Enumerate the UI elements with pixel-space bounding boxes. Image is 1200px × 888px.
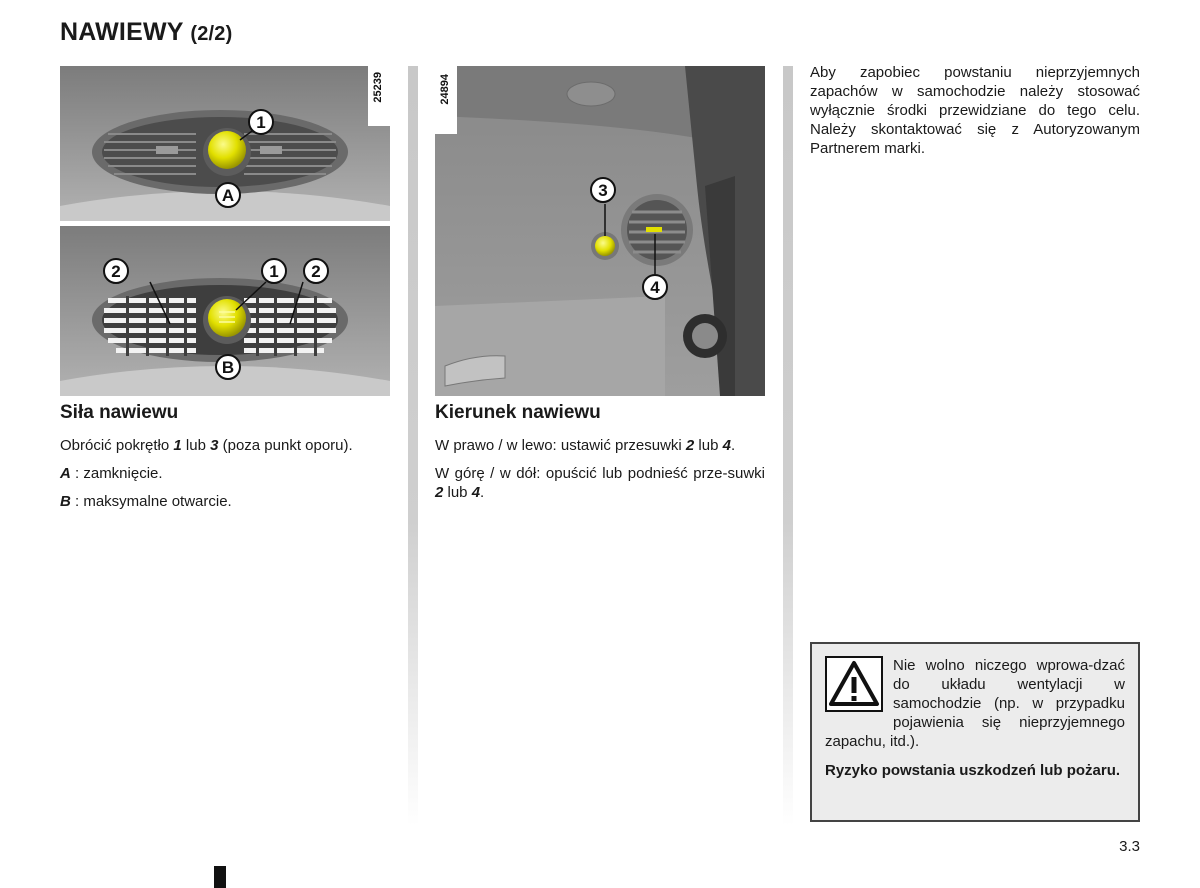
item-b: B : maksymalne otwarcie. xyxy=(60,493,232,510)
figure-code-right: 24894 xyxy=(439,74,451,105)
section-heading-strength: Siła nawiewu xyxy=(60,402,179,423)
callout-b: B xyxy=(221,358,235,377)
item-a: A : zamknięcie. xyxy=(60,465,163,482)
warning-box xyxy=(810,642,1140,822)
warning-triangle-icon xyxy=(825,656,883,712)
callout-2-fig-b-right: 2 xyxy=(311,262,321,281)
callout-1-fig-a: 1 xyxy=(256,113,266,132)
strength-paragraph: Obrócić pokrętło 1 lub 3 (poza punkt oporu). xyxy=(60,437,353,454)
callout-2-fig-b-left: 2 xyxy=(111,262,121,281)
column-divider-right xyxy=(783,66,793,826)
figure-code-top: 25239 xyxy=(372,72,384,103)
callout-a: A xyxy=(221,186,235,205)
page-edge-marker xyxy=(214,866,226,888)
warning-text: Nie wolno niczego wprowa-dzać do układu wentylacji w samochodzie (np. w przypadku pojawienia się nieprzyjemnego zapachu, itd.). xyxy=(825,657,1125,750)
section-airflow-strength xyxy=(60,402,392,520)
column-divider-left xyxy=(408,66,418,826)
figure-side-vent xyxy=(435,66,765,396)
warning-risk: Ryzyko powstania uszkodzeń lub pożaru. xyxy=(825,762,1121,779)
figure-vent-open xyxy=(60,226,390,396)
page-title xyxy=(60,18,232,47)
callout-4: 4 xyxy=(650,278,660,297)
callout-3: 3 xyxy=(598,181,608,200)
direction-paragraph-horizontal: W prawo / w lewo: ustawić przesuwki 2 lub 4. xyxy=(435,437,736,454)
odor-advice-paragraph: Aby zapobiec powstaniu nieprzyjemnych zapachów w samochodzie należy stosować wyłącznie środki przewidziane do tego celu. Należy skontaktować się z Autoryzowanym Partnerem marki. xyxy=(810,64,1140,157)
callout-1-fig-b: 1 xyxy=(269,262,279,281)
page-number: 3.3 xyxy=(1119,838,1140,855)
page-title-text: NAWIEWY xyxy=(60,18,184,46)
section-airflow-direction xyxy=(435,402,765,511)
section-heading-direction: Kierunek nawiewu xyxy=(435,402,601,423)
direction-paragraph-vertical: W górę / w dół: opuścić lub podnieść prze-suwki 2 lub 4. xyxy=(435,465,765,501)
page-title-suffix: (2/2) xyxy=(190,23,233,45)
figure-vent-closed xyxy=(60,66,390,221)
